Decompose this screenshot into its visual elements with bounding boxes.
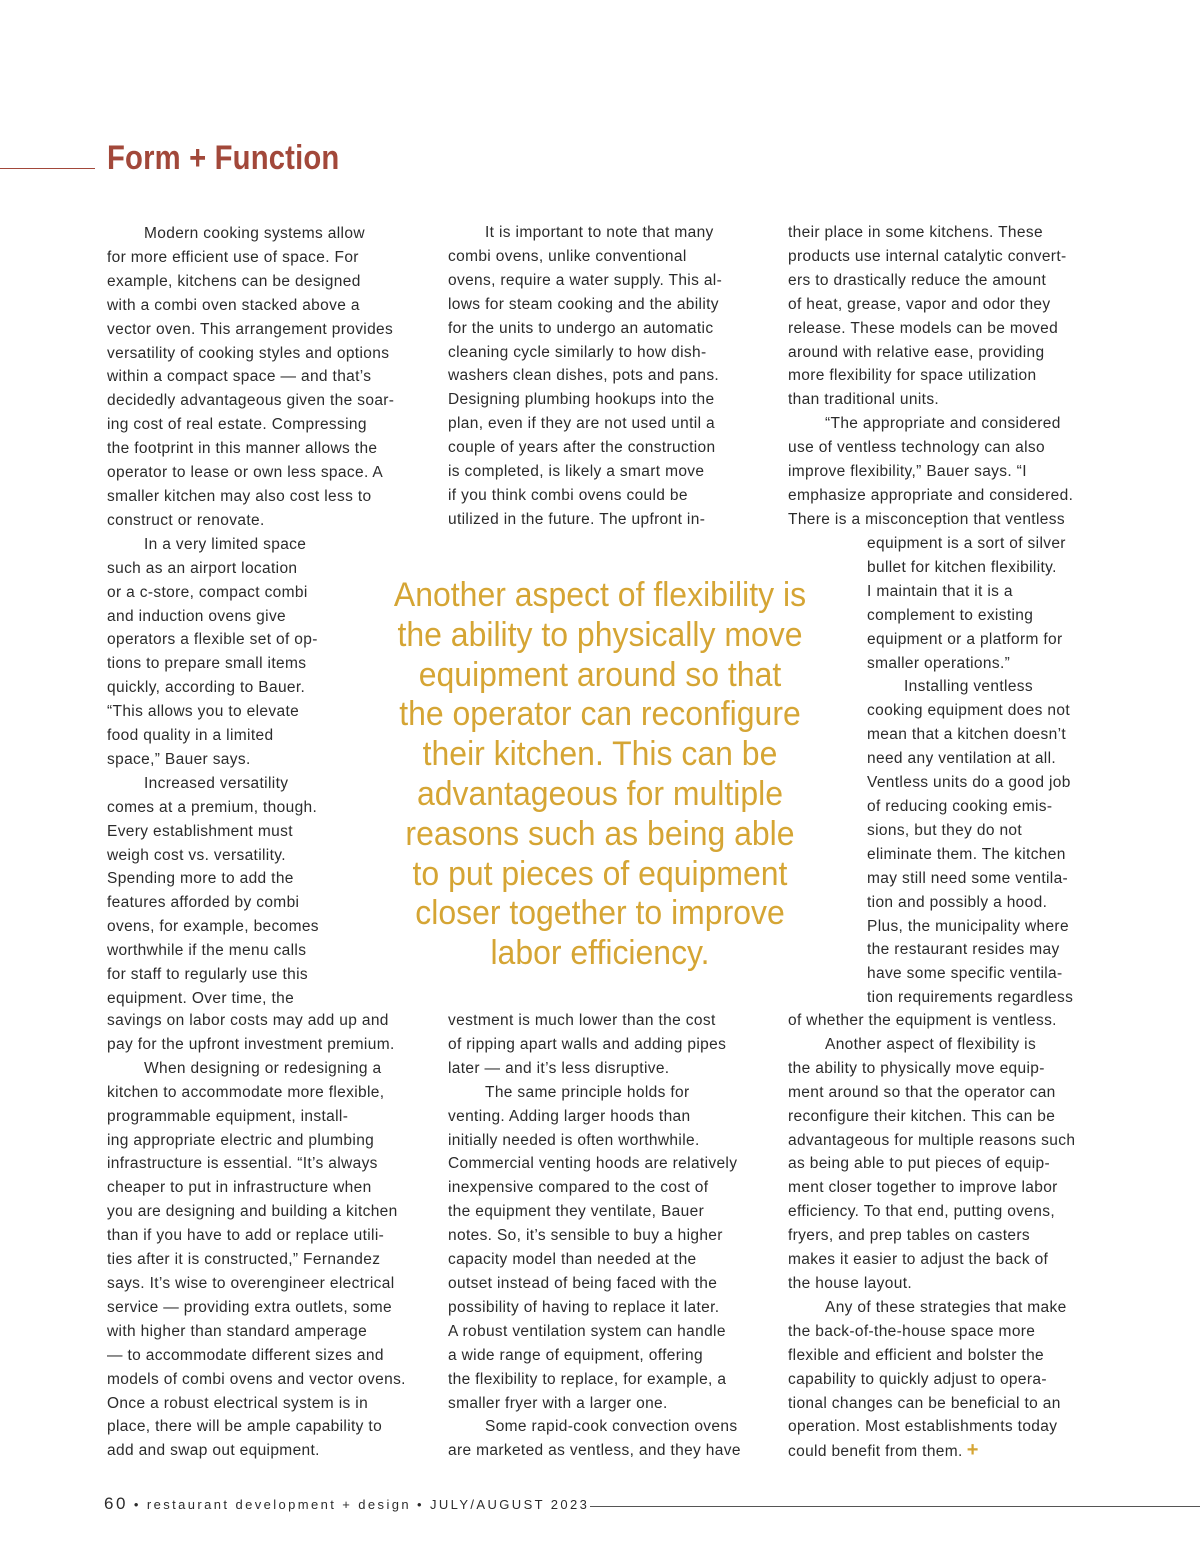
text-line: around with relative ease, providing — [788, 343, 1045, 361]
text-line: of whether the equipment is ventless. — [788, 1012, 1057, 1029]
text-line: notes. So, it’s sensible to buy a higher — [448, 1227, 723, 1245]
text-line: smaller fryer with a larger one. — [448, 1394, 668, 1412]
pull-quote-line: reasons such as being able — [405, 814, 795, 853]
text-line: the footprint in this manner allows the — [107, 440, 378, 458]
text-line: “This allows you to elevate — [107, 703, 300, 721]
column-3-narrow — [867, 532, 1073, 1010]
text-line: space,” Bauer says. — [107, 750, 251, 768]
footer-rule — [590, 1506, 1200, 1507]
text-line: than if you have to add or replace utili- — [107, 1227, 385, 1245]
text-line: advantageous for multiple reasons such — [788, 1131, 1076, 1149]
text-line: utilized in the future. The upfront in- — [448, 510, 706, 528]
text-line: flexible and efficient and bolster the — [788, 1346, 1045, 1364]
text-line: have some specific ventila- — [867, 965, 1063, 983]
text-line: food quality in a limited — [107, 727, 274, 745]
text-line: Modern cooking systems allow — [144, 225, 365, 242]
text-line: couple of years after the construction — [448, 439, 716, 457]
text-line: you are designing and building a kitchen — [107, 1203, 398, 1221]
text-line: Spending more to add the — [107, 870, 294, 888]
text-line: the house layout. — [788, 1274, 913, 1292]
text-line: such as an airport location — [107, 559, 298, 577]
text-line: Ventless units do a good job — [867, 774, 1071, 792]
text-line: a wide range of equipment, offering — [448, 1346, 703, 1364]
text-line: with higher than standard amperage — [107, 1322, 368, 1340]
text-line: plan, even if they are not used until a — [448, 415, 715, 433]
text-line: infrastructure is essential. “It’s always — [107, 1155, 378, 1173]
text-line: tions to prepare small items — [107, 655, 307, 673]
text-line: tion requirements regardless — [867, 989, 1074, 1007]
pull-quote-line: labor efficiency. — [490, 934, 710, 973]
text-line: vector oven. This arrangement provides — [107, 320, 394, 338]
text-line: Designing plumbing hookups into the — [448, 391, 715, 409]
title-rule — [0, 168, 95, 169]
text-line: Installing ventless — [904, 678, 1033, 696]
text-line: cleaning cycle similarly to how dish- — [448, 343, 707, 361]
text-line: for staff to regularly use this — [107, 966, 308, 984]
text-line: Any of these strategies that make — [825, 1298, 1067, 1316]
text-line: Some rapid-cook convection ovens — [485, 1418, 738, 1436]
pull-quote-line: closer together to improve — [415, 894, 785, 933]
section-title: Form + Function — [107, 139, 340, 177]
text-line: Once a robust electrical system is in — [107, 1394, 369, 1412]
text-line: weigh cost vs. versatility. — [107, 846, 286, 864]
pull-quote-line: equipment around so that — [418, 655, 782, 694]
text-line: equipment is a sort of silver — [867, 535, 1066, 552]
text-line: use of ventless technology can also — [788, 439, 1045, 457]
text-line: and induction ovens give — [107, 607, 287, 625]
text-line: the restaurant resides may — [867, 941, 1060, 959]
text-line: When designing or redesigning a — [144, 1059, 382, 1077]
text-line: initially needed is often worthwhile. — [448, 1131, 700, 1149]
text-line: I maintain that it is a — [867, 582, 1013, 600]
column-2-top — [448, 221, 722, 532]
text-line: eliminate them. The kitchen — [867, 845, 1066, 863]
text-line: release. These models can be moved — [788, 319, 1059, 337]
text-line: service — providing extra outlets, some — [107, 1298, 393, 1316]
text-line: for more efficient use of space. For — [107, 248, 359, 266]
pull-quote — [382, 576, 818, 974]
text-line: reconfigure their kitchen. This can be — [788, 1107, 1056, 1125]
text-line: the flexibility to replace, for example, a — [448, 1370, 727, 1388]
text-line: capacity model than needed at the — [448, 1251, 697, 1269]
text-line: could benefit from them. — [788, 1443, 963, 1461]
text-line: for the units to undergo an automatic — [448, 319, 714, 337]
pull-quote-line: the operator can reconfigure — [399, 695, 801, 734]
text-line: emphasize appropriate and considered. — [788, 486, 1074, 504]
text-line: ment closer together to improve labor — [788, 1179, 1058, 1197]
text-line: more flexibility for space utilization — [788, 367, 1037, 385]
text-line: There is a misconception that ventless — [788, 510, 1065, 528]
page-footer — [104, 1494, 589, 1514]
text-line: complement to existing — [867, 606, 1034, 624]
text-line: Another aspect of flexibility is — [825, 1035, 1037, 1053]
text-line: lows for steam cooking and the ability — [448, 295, 719, 313]
text-line: In a very limited space — [144, 535, 307, 553]
text-line: mean that a kitchen doesn’t — [867, 726, 1067, 744]
page-number: 60 — [104, 1494, 128, 1513]
pull-quote-line: advantageous for multiple — [416, 774, 783, 813]
text-line: cheaper to put in infrastructure when — [107, 1179, 372, 1197]
text-line: Plus, the municipality where — [867, 917, 1069, 935]
text-line: smaller operations.” — [867, 654, 1011, 672]
text-line: products use internal catalytic convert- — [788, 247, 1067, 265]
text-line: features afforded by combi — [107, 894, 300, 912]
text-line: ovens, require a water supply. This al- — [448, 271, 723, 289]
text-line: improve flexibility,” Bauer says. “I — [788, 463, 1027, 481]
text-line: Increased versatility — [144, 774, 289, 792]
text-line: ties after it is constructed,” Fernandez — [107, 1251, 381, 1269]
column-3-bottom — [788, 1009, 1075, 1464]
text-line: their place in some kitchens. These — [788, 224, 1043, 241]
text-line: the ability to physically move equip- — [788, 1059, 1045, 1077]
text-line: possibility of having to replace it later. — [448, 1298, 720, 1316]
text-line: outset instead of being faced with the — [448, 1274, 718, 1292]
text-line: A robust ventilation system can handle — [448, 1322, 726, 1340]
text-line: ment around so that the operator can — [788, 1083, 1056, 1101]
text-line: place, there will be ample capability to — [107, 1418, 383, 1436]
text-line: kitchen to accommodate more flexible, — [107, 1083, 385, 1101]
text-line: Every establishment must — [107, 822, 293, 840]
text-line: sions, but they do not — [867, 821, 1023, 839]
text-line: ovens, for example, becomes — [107, 918, 319, 936]
text-line: operators a flexible set of op- — [107, 631, 318, 649]
text-line: tion and possibly a hood. — [867, 893, 1048, 911]
end-mark-plus-icon: + — [966, 1439, 979, 1462]
text-line: of heat, grease, vapor and odor they — [788, 295, 1051, 313]
column-3-top — [788, 221, 1073, 532]
text-line: models of combi ovens and vector ovens. — [107, 1370, 406, 1388]
text-line: vestment is much lower than the cost — [448, 1012, 716, 1029]
text-line: venting. Adding larger hoods than — [448, 1107, 691, 1125]
text-line: smaller kitchen may also cost less to — [107, 487, 372, 505]
text-line: of reducing cooking emis- — [867, 797, 1053, 815]
text-line: ing cost of real estate. Compressing — [107, 416, 367, 434]
text-line: comes at a premium, though. — [107, 798, 318, 816]
text-line: capability to quickly adjust to opera- — [788, 1370, 1047, 1388]
text-line: pay for the upfront investment premium. — [107, 1035, 395, 1053]
text-line: Commercial venting hoods are relatively — [448, 1155, 738, 1173]
text-line: construct or renovate. — [107, 511, 265, 529]
text-line: operator to lease or own less space. A — [107, 464, 384, 482]
pull-quote-line: the ability to physically move — [397, 615, 803, 654]
text-line: operation. Most establishments today — [788, 1418, 1058, 1436]
text-line: the equipment they ventilate, Bauer — [448, 1203, 705, 1221]
text-line: savings on labor costs may add up and — [107, 1012, 389, 1029]
text-line: need any ventilation at all. — [867, 750, 1057, 768]
text-line: bullet for kitchen flexibility. — [867, 558, 1057, 576]
text-line: cooking equipment does not — [867, 702, 1070, 720]
text-line: It is important to note that many — [485, 224, 714, 241]
text-line: equipment. Over time, the — [107, 990, 295, 1007]
text-line: equipment or a platform for — [867, 630, 1063, 648]
pull-quote-line: Another aspect of flexibility is — [393, 576, 807, 614]
text-line: is completed, is likely a smart move — [448, 463, 705, 481]
text-line: fryers, and prep tables on casters — [788, 1227, 1030, 1245]
text-line: ers to drastically reduce the amount — [788, 271, 1047, 289]
text-line: tional changes can be beneficial to an — [788, 1394, 1061, 1412]
pull-quote-line: to put pieces of equipment — [412, 854, 788, 893]
text-line: are marketed as ventless, and they have — [448, 1442, 741, 1460]
publication-info: • restaurant development + design • JULY/AUGUST 2023 — [127, 1497, 590, 1512]
text-line: decidedly advantageous given the soar- — [107, 392, 395, 410]
text-line: washers clean dishes, pots and pans. — [448, 367, 720, 385]
text-line: The same principle holds for — [485, 1083, 690, 1101]
text-line: the back-of-the-house space more — [788, 1322, 1036, 1340]
text-line: later — and it’s less disruptive. — [448, 1059, 670, 1077]
pull-quote-line: their kitchen. This can be — [422, 735, 778, 774]
text-line: quickly, according to Bauer. — [107, 679, 306, 697]
text-line: add and swap out equipment. — [107, 1442, 320, 1460]
text-line: programmable equipment, install- — [107, 1107, 349, 1125]
text-line: says. It’s wise to overengineer electrical — [107, 1274, 395, 1292]
column-1-top — [107, 222, 394, 1011]
text-line: within a compact space — and that’s — [107, 368, 372, 386]
text-line: — to accommodate different sizes and — [107, 1346, 384, 1364]
text-line: with a combi oven stacked above a — [107, 296, 360, 314]
column-1-bottom — [107, 1009, 406, 1463]
text-line: versatility of cooking styles and options — [107, 344, 390, 362]
text-line: “The appropriate and considered — [825, 415, 1061, 433]
text-line: or a c-store, compact combi — [107, 583, 308, 601]
column-2-bottom — [448, 1009, 741, 1463]
text-line: if you think combi ovens could be — [448, 486, 688, 504]
text-line-last — [788, 1439, 1075, 1464]
text-line: inexpensive compared to the cost of — [448, 1179, 709, 1197]
text-line: worthwhile if the menu calls — [107, 942, 307, 960]
text-line: ing appropriate electric and plumbing — [107, 1131, 375, 1149]
text-line: of ripping apart walls and adding pipes — [448, 1035, 727, 1053]
text-line: as being able to put pieces of equip- — [788, 1155, 1050, 1173]
text-line: combi ovens, unlike conventional — [448, 247, 687, 265]
text-line: makes it easier to adjust the back of — [788, 1251, 1049, 1269]
text-line: example, kitchens can be designed — [107, 272, 361, 290]
text-line: than traditional units. — [788, 391, 940, 409]
text-line: efficiency. To that end, putting ovens, — [788, 1203, 1055, 1221]
text-line: may still need some ventila- — [867, 869, 1069, 887]
